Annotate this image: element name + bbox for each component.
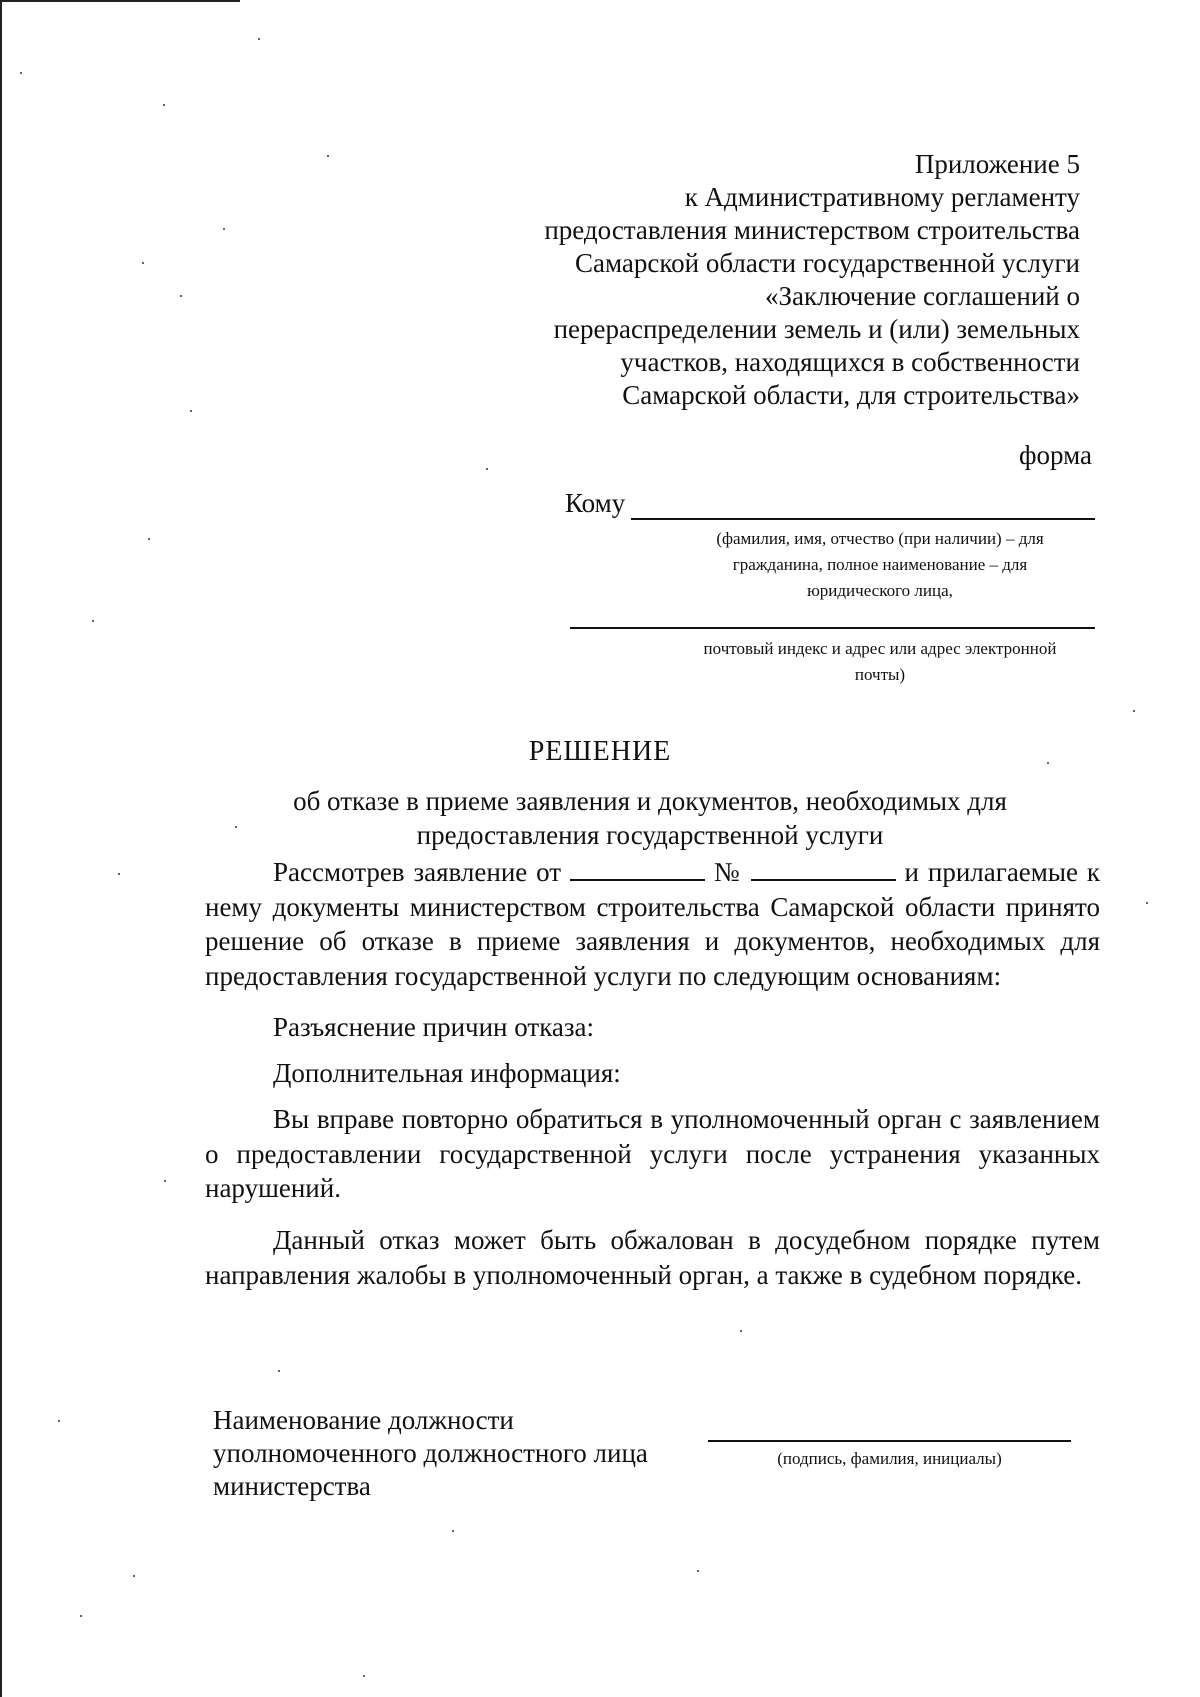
- scan-speck: [180, 295, 182, 297]
- scan-speck: [142, 262, 144, 264]
- paragraph-reasons: [205, 1010, 1100, 1045]
- recipient-note-line: юридического лица,: [807, 581, 953, 600]
- scan-speck: [80, 1615, 82, 1617]
- appendix-line: перераспределении земель и (или) земельных: [553, 314, 1080, 344]
- decision-title: РЕШЕНИЕ: [528, 736, 672, 767]
- recipient-row: [565, 488, 1095, 524]
- appendix-line: «Заключение соглашений о: [765, 281, 1080, 311]
- appendix-line: участков, находящихся в собственности: [620, 347, 1080, 377]
- recipient-note: [680, 526, 1080, 604]
- paragraph-additional-info: [205, 1056, 1100, 1091]
- scan-speck: [163, 104, 165, 106]
- paragraph-review: [205, 855, 1100, 993]
- form-label: форма: [1019, 440, 1092, 470]
- address-note: [665, 636, 1095, 688]
- signatory-title-line: уполномоченного должностного лица: [213, 1438, 648, 1468]
- appendix-line: к Административному регламенту: [684, 182, 1080, 212]
- scan-speck: [486, 468, 488, 470]
- address-note-line: почты): [854, 665, 906, 684]
- recipient-fill-line: [631, 518, 1095, 520]
- scan-speck: [223, 228, 225, 230]
- review-text-end: и прилагаемые к нему документы министерством строительства Самарской области принято решение об отказе в приеме заявления и документов, необходимых для предоставления государственной услуги по следующим основаниям:: [205, 857, 1100, 991]
- scan-speck: [148, 538, 150, 540]
- signatory-title-line: министерства: [213, 1471, 371, 1501]
- appendix-line: Приложение 5: [914, 149, 1080, 179]
- scan-speck: [1047, 762, 1049, 764]
- appendix-line: Самарской области государственной услуги: [575, 248, 1080, 278]
- page-edge-left: [0, 0, 2, 1697]
- appeal-text: Данный отказ может быть обжалован в досудебном порядке путем направления жалобы в уполномоченный орган, а также в судебном порядке.: [205, 1225, 1100, 1290]
- decision-subtitle-line: об отказе в приеме заявления и документов, необходимых для: [293, 786, 1007, 816]
- signature-note: (подпись, фамилия, инициалы): [777, 1449, 1002, 1468]
- date-fill-line: [570, 878, 705, 881]
- signatory-title: [213, 1404, 683, 1503]
- decision-subtitle: [250, 784, 1050, 852]
- scan-speck: [1133, 710, 1135, 712]
- appendix-line: предоставления министерством строительства: [544, 215, 1080, 245]
- paragraph-appeal: [205, 1223, 1100, 1292]
- signature-fill-line: [708, 1440, 1071, 1442]
- page-edge-top: [0, 0, 240, 2]
- scan-speck: [740, 1330, 742, 1332]
- scan-speck: [190, 410, 192, 412]
- reasons-text: Разъяснение причин отказа:: [273, 1012, 595, 1042]
- recipient-note-line: (фамилия, имя, отчество (при наличии) – для: [716, 529, 1044, 548]
- scan-speck: [164, 1180, 166, 1182]
- scan-speck: [235, 826, 237, 828]
- recipient-label: Кому: [565, 488, 626, 518]
- scan-speck: [258, 38, 260, 40]
- scan-speck: [133, 1575, 135, 1577]
- reapply-text: Вы вправе повторно обратиться в уполномоченный орган с заявлением о предоставлении государственной услуги после устранения указанных нарушений.: [205, 1104, 1100, 1203]
- scan-speck: [363, 1675, 365, 1677]
- scan-speck: [278, 1370, 280, 1372]
- number-fill-line: [751, 878, 896, 881]
- scan-speck: [58, 1420, 60, 1422]
- number-sign: №: [713, 857, 742, 887]
- paragraph-reapply: [205, 1102, 1100, 1206]
- scan-speck: [327, 155, 329, 157]
- address-fill-line: [570, 627, 1095, 629]
- recipient-note-line: гражданина, полное наименование – для: [732, 555, 1028, 574]
- additional-info-text: Дополнительная информация:: [273, 1058, 621, 1088]
- scan-speck: [118, 873, 120, 875]
- review-text-start: Рассмотрев заявление от: [273, 857, 562, 887]
- scan-speck: [92, 620, 94, 622]
- scan-speck: [20, 72, 22, 74]
- scan-speck: [1146, 902, 1148, 904]
- appendix-block: [480, 148, 1080, 412]
- signatory-title-line: Наименование должности: [213, 1405, 514, 1435]
- decision-subtitle-line: предоставления государственной услуги: [416, 820, 884, 850]
- address-note-line: почтовый индекс и адрес или адрес электронной: [703, 639, 1057, 658]
- appendix-line: Самарской области, для строительства»: [622, 380, 1080, 410]
- scan-speck: [452, 1530, 454, 1532]
- scan-speck: [697, 1570, 699, 1572]
